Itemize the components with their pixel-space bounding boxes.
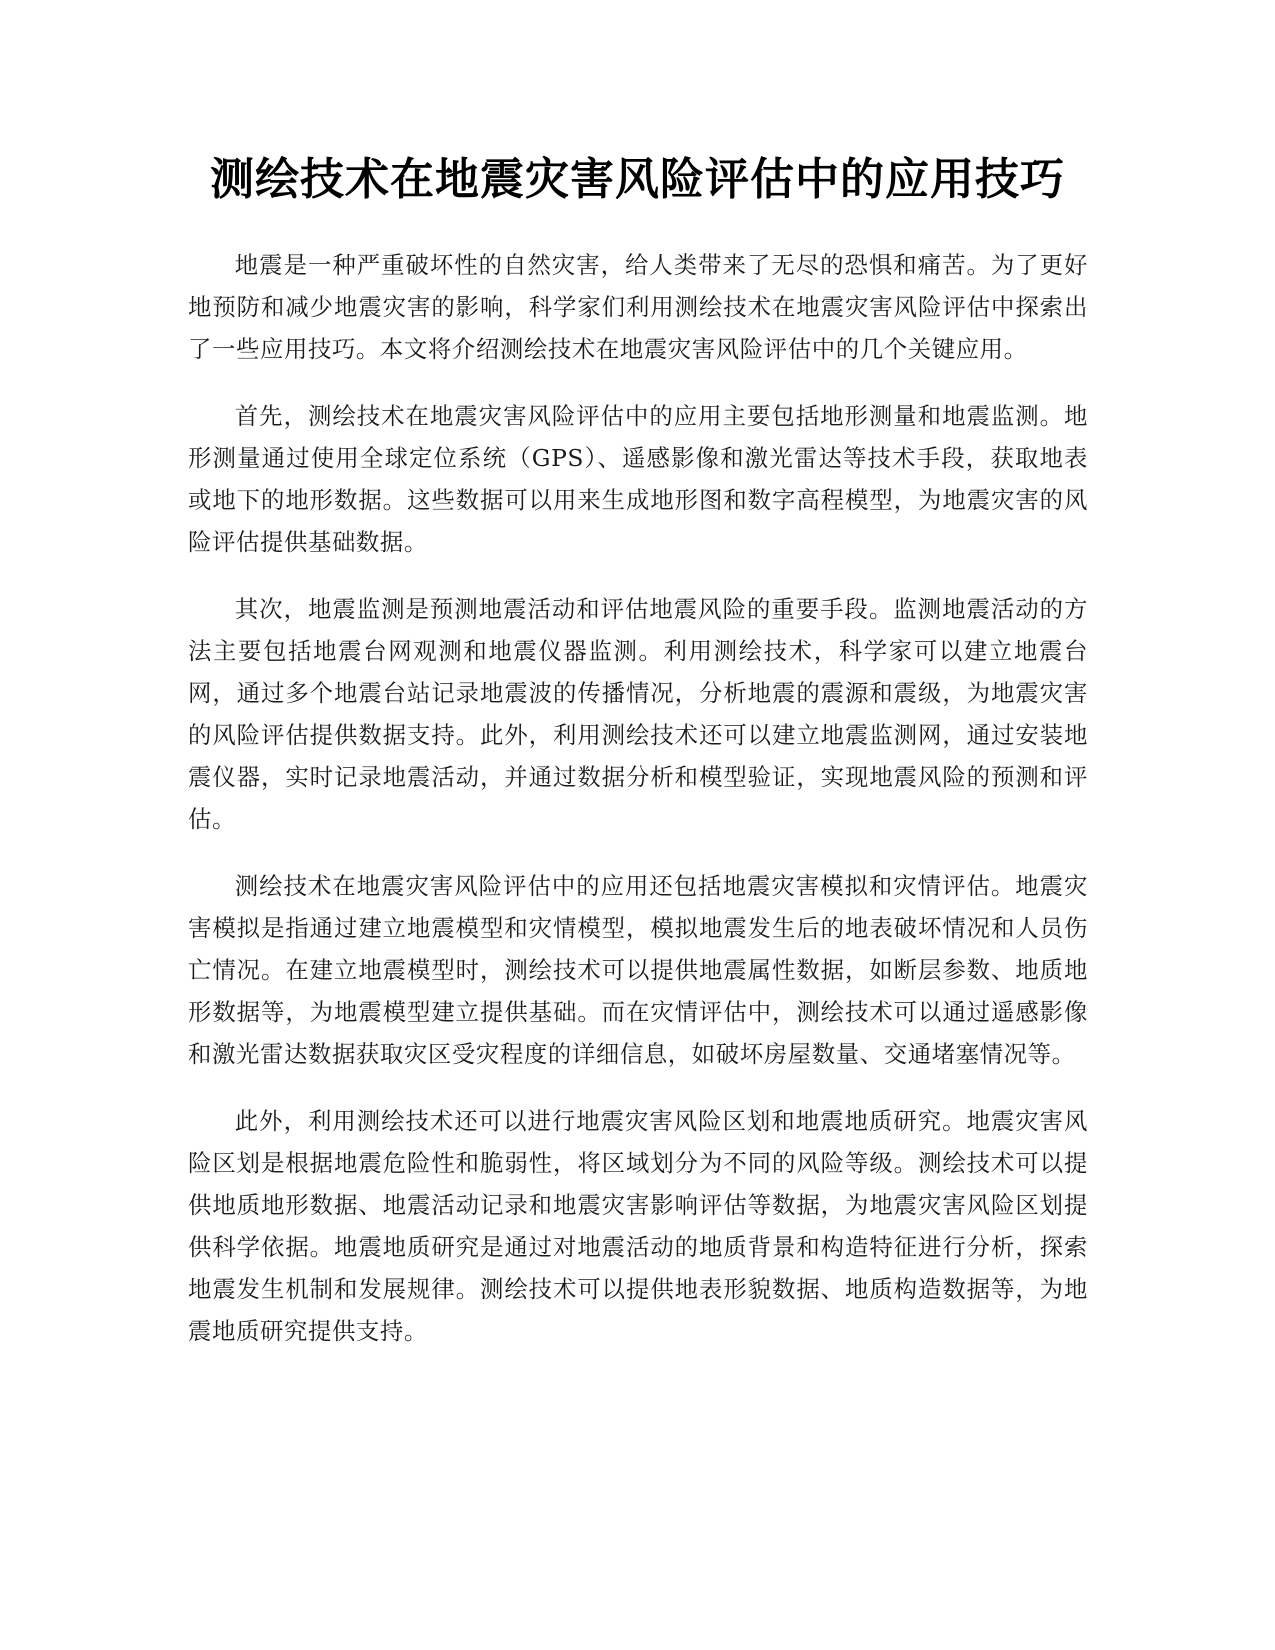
paragraph: 首先，测绘技术在地震灾害风险评估中的应用主要包括地形测量和地震监测。地形测量通过使用全球定位系统（GPS）、遥感影像和激光雷达等技术手段，获取地表或地下的地形数据。这些数据可以用来生成地形图和数字高程模型，为地震灾害的风险评估提供基础数据。 (188, 402, 1088, 556)
paragraph: 测绘技术在地震灾害风险评估中的应用还包括地震灾害模拟和灾情评估。地震灾害模拟是指通过建立地震模型和灾情模型，模拟地震发生后的地表破坏情况和人员伤亡情况。在建立地震模型时，测绘技术可以提供地震属性数据，如断层参数、地质地形数据等，为地震模型建立提供基础。而在灾情评估中，测绘技术可以通过遥感影像和激光雷达数据获取灾区受灾程度的详细信息，如破坏房屋数量、交通堵塞情况等。 (188, 872, 1088, 1068)
document-title: 测绘技术在地震灾害风险评估中的应用技巧 (210, 154, 1065, 205)
paragraph: 地震是一种严重破坏性的自然灾害，给人类带来了无尽的恐惧和痛苦。为了更好地预防和减少地震灾害的影响，科学家们利用测绘技术在地震灾害风险评估中探索出了一些应用技巧。本文将介绍测绘技术在地震灾害风险评估中的几个关键应用。 (188, 251, 1088, 363)
paragraph: 其次，地震监测是预测地震活动和评估地震风险的重要手段。监测地震活动的方法主要包括地震台网观测和地震仪器监测。利用测绘技术，科学家可以建立地震台网，通过多个地震台站记录地震波的传播情况，分析地震的震源和震级，为地震灾害的风险评估提供数据支持。此外，利用测绘技术还可以建立地震监测网，通过安装地震仪器，实时记录地震活动，并通过数据分析和模型验证，实现地震风险的预测和评估。 (188, 595, 1088, 833)
paragraph: 此外，利用测绘技术还可以进行地震灾害风险区划和地震地质研究。地震灾害风险区划是根据地震危险性和脆弱性，将区域划分为不同的风险等级。测绘技术可以提供地质地形数据、地震活动记录和地震灾害影响评估等数据，为地震灾害风险区划提供科学依据。地震地质研究是通过对地震活动的地质背景和构造特征进行分析，探索地震发生机制和发展规律。测绘技术可以提供地表形貌数据、地质构造数据等，为地震地质研究提供支持。 (188, 1107, 1088, 1345)
document-body (188, 244, 1088, 1377)
